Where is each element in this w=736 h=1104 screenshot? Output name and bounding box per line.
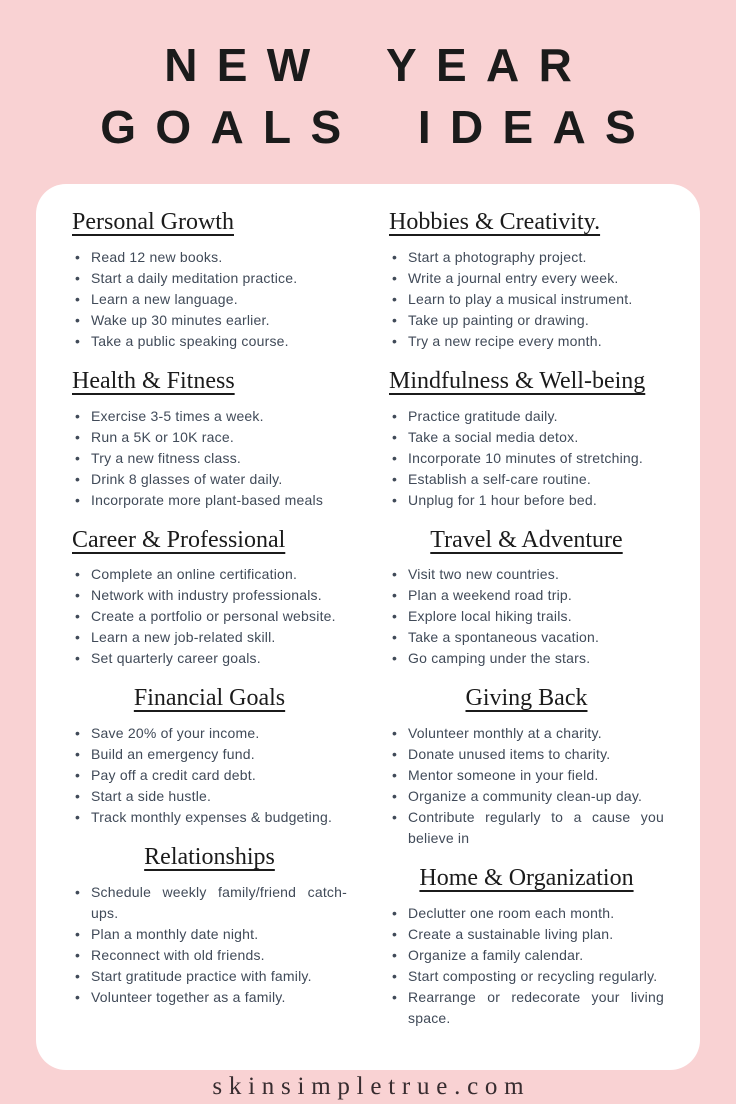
goal-item: • Contribute regularly to a cause you believe in [389, 807, 664, 849]
section-title: Travel & Adventure [430, 526, 623, 553]
goal-item: • Learn to play a musical instrument. [389, 289, 664, 310]
section-home-organization [389, 864, 664, 1029]
section-title: Giving Back [465, 685, 588, 712]
goal-item: • Donate unused items to charity. [389, 744, 664, 765]
section-title: Home & Organization [419, 865, 634, 892]
goal-list [72, 723, 347, 828]
goal-list [72, 882, 347, 1008]
goal-list [389, 723, 664, 849]
right-column [389, 208, 664, 1044]
section-title: Career & Professional [72, 526, 286, 553]
goal-item: • Take up painting or drawing. [389, 310, 664, 331]
goal-item: • Reconnect with old friends. [72, 945, 347, 966]
goal-list [389, 903, 664, 1029]
section-title: Health & Fitness [72, 367, 235, 394]
goal-list [72, 406, 347, 511]
goal-item: • Take a spontaneous vacation. [389, 627, 664, 648]
content-card [36, 184, 700, 1070]
section-mindfulness-well-being [389, 367, 664, 511]
website-url: skinsimpletrue.com [212, 1072, 531, 1100]
section-title: Mindfulness & Well-being [389, 367, 646, 394]
goal-item: • Take a public speaking course. [72, 331, 347, 352]
goal-list [389, 564, 664, 669]
goal-item: • Write a journal entry every week. [389, 268, 664, 289]
goal-list [389, 247, 664, 352]
goal-item: • Create a portfolio or personal website. [72, 606, 347, 627]
goal-item: • Start composting or recycling regularly. [389, 966, 664, 987]
goal-item: • Network with industry professionals. [72, 585, 347, 606]
section-personal-growth [72, 208, 347, 352]
section-health-fitness [72, 367, 347, 511]
goal-item: • Take a social media detox. [389, 427, 664, 448]
goal-item: • Visit two new countries. [389, 564, 664, 585]
goal-item: • Learn a new language. [72, 289, 347, 310]
goal-item: • Incorporate more plant-based meals [72, 490, 347, 511]
goal-list [72, 247, 347, 352]
goal-list [72, 564, 347, 669]
goal-item: • Start a photography project. [389, 247, 664, 268]
goal-item: • Run a 5K or 10K race. [72, 427, 347, 448]
goal-item: • Organize a family calendar. [389, 945, 664, 966]
goal-item: • Rearrange or redecorate your living space. [389, 987, 664, 1029]
goal-item: • Organize a community clean-up day. [389, 786, 664, 807]
section-financial-goals [72, 684, 347, 828]
goal-item: • Complete an online certification. [72, 564, 347, 585]
goal-item: • Drink 8 glasses of water daily. [72, 469, 347, 490]
goal-item: • Create a sustainable living plan. [389, 924, 664, 945]
goal-item: • Establish a self-care routine. [389, 469, 664, 490]
goal-item: • Pay off a credit card debt. [72, 765, 347, 786]
goal-item: • Wake up 30 minutes earlier. [72, 310, 347, 331]
section-travel-adventure [389, 526, 664, 670]
title-line-2: GOALS IDEAS [100, 101, 656, 153]
website-footer [0, 1070, 736, 1104]
goal-item: • Declutter one room each month. [389, 903, 664, 924]
goal-item: • Read 12 new books. [72, 247, 347, 268]
goal-item: • Schedule weekly family/friend catch-ups. [72, 882, 347, 924]
goal-item: • Learn a new job-related skill. [72, 627, 347, 648]
section-title: Relationships [144, 844, 275, 871]
goal-item: • Volunteer together as a family. [72, 987, 347, 1008]
goal-item: • Try a new fitness class. [72, 448, 347, 469]
section-title: Financial Goals [133, 685, 286, 712]
goal-item: • Build an emergency fund. [72, 744, 347, 765]
section-hobbies-creativity [389, 208, 664, 352]
goal-item: • Volunteer monthly at a charity. [389, 723, 664, 744]
goal-item: • Explore local hiking trails. [389, 606, 664, 627]
goal-item: • Start gratitude practice with family. [72, 966, 347, 987]
section-giving-back [389, 684, 664, 849]
title-line-1: NEW YEAR [164, 39, 592, 91]
goal-item: • Start a daily meditation practice. [72, 268, 347, 289]
goal-item: • Go camping under the stars. [389, 648, 664, 669]
goal-item: • Unplug for 1 hour before bed. [389, 490, 664, 511]
goal-item: • Practice gratitude daily. [389, 406, 664, 427]
section-title: Hobbies & Creativity. [389, 209, 601, 235]
goal-item: • Try a new recipe every month. [389, 331, 664, 352]
goal-item: • Track monthly expenses & budgeting. [72, 807, 347, 828]
goal-item: • Save 20% of your income. [72, 723, 347, 744]
goal-item: • Incorporate 10 minutes of stretching. [389, 448, 664, 469]
goal-item: • Plan a monthly date night. [72, 924, 347, 945]
section-relationships [72, 843, 347, 1008]
goal-list [389, 406, 664, 511]
goal-item: • Exercise 3-5 times a week. [72, 406, 347, 427]
poster-title [0, 0, 736, 158]
goal-item: • Mentor someone in your field. [389, 765, 664, 786]
section-title: Personal Growth [72, 209, 234, 235]
goal-item: • Plan a weekend road trip. [389, 585, 664, 606]
section-career-professional [72, 526, 347, 670]
goal-item: • Set quarterly career goals. [72, 648, 347, 669]
goal-item: • Start a side hustle. [72, 786, 347, 807]
left-column [72, 208, 347, 1044]
